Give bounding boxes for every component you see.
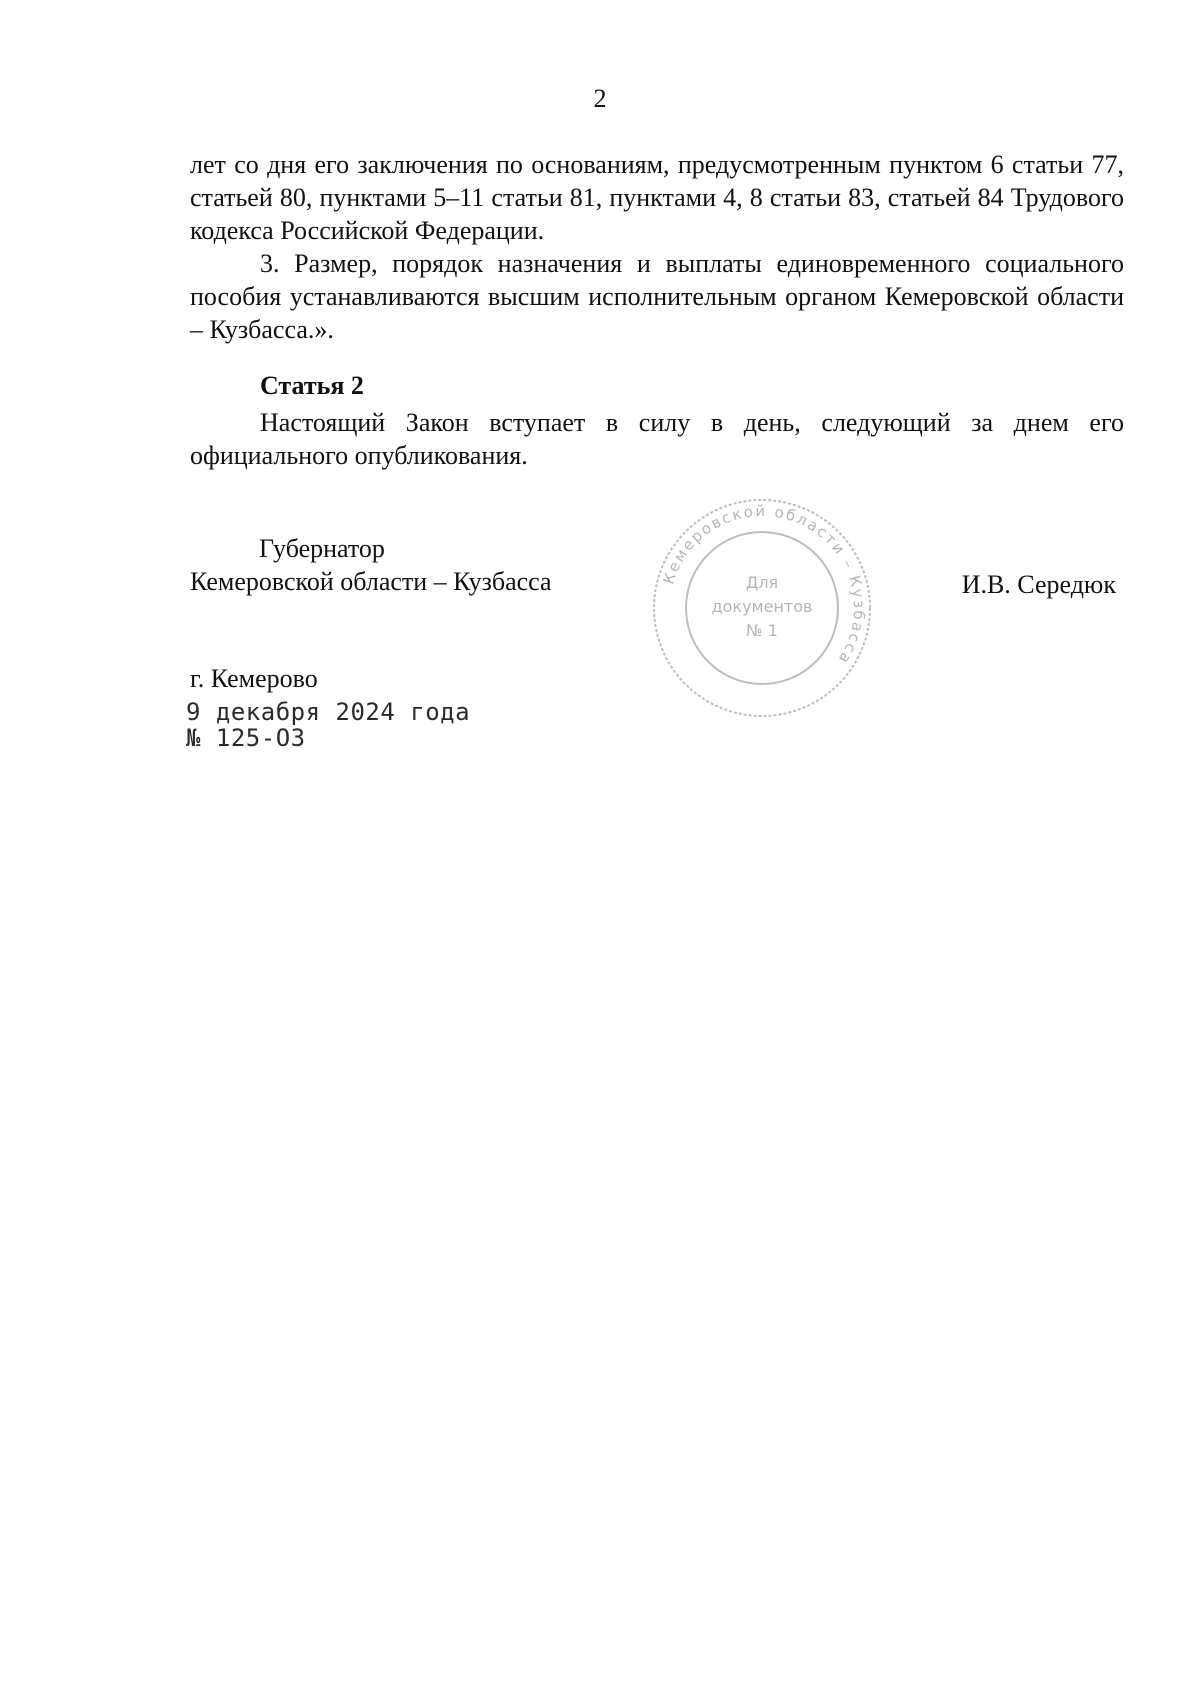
- signatory-title: Губернатор: [259, 534, 385, 563]
- official-seal-stamp: [650, 496, 874, 720]
- seal-center-line-1: Для: [745, 573, 779, 592]
- seal-center-line-3: № 1: [746, 621, 778, 640]
- point-3-paragraph: 3. Размер, порядок назначения и выплаты единовременного социального пособия устанавливаются высшим исполнительным органом Кемеровской области – Кузбасса.».: [190, 249, 1124, 344]
- continuation-paragraph: лет со дня его заключения по основаниям, предусмотренным пунктом 6 статьи 77, статьей 80, пунктами 5–11 статьи 81, пунктами 4, 8 статьи 83, статьей 84 Трудового кодекса Российской Федерации.: [190, 150, 1124, 245]
- continuation-block: [190, 148, 1124, 346]
- seal-center-line-2: документов: [711, 597, 813, 616]
- seal-ring-text: Кемеровской области – Кузбасса: [659, 501, 869, 669]
- article-2-body: [190, 406, 1124, 472]
- law-number: № 125-ОЗ: [186, 724, 306, 752]
- article-2-heading: Статья 2: [260, 371, 364, 400]
- signatory-region: Кемеровской области – Кузбасса: [190, 567, 552, 596]
- place-of-signing: г. Кемерово: [190, 664, 318, 693]
- page-number: 2: [593, 84, 607, 113]
- signatory-name: И.В. Середюк: [961, 570, 1116, 599]
- article-2-text: Настоящий Закон вступает в силу в день, следующий за днем его официального опубликования.: [190, 408, 1124, 470]
- law-date: 9 декабря 2024 года: [186, 698, 471, 726]
